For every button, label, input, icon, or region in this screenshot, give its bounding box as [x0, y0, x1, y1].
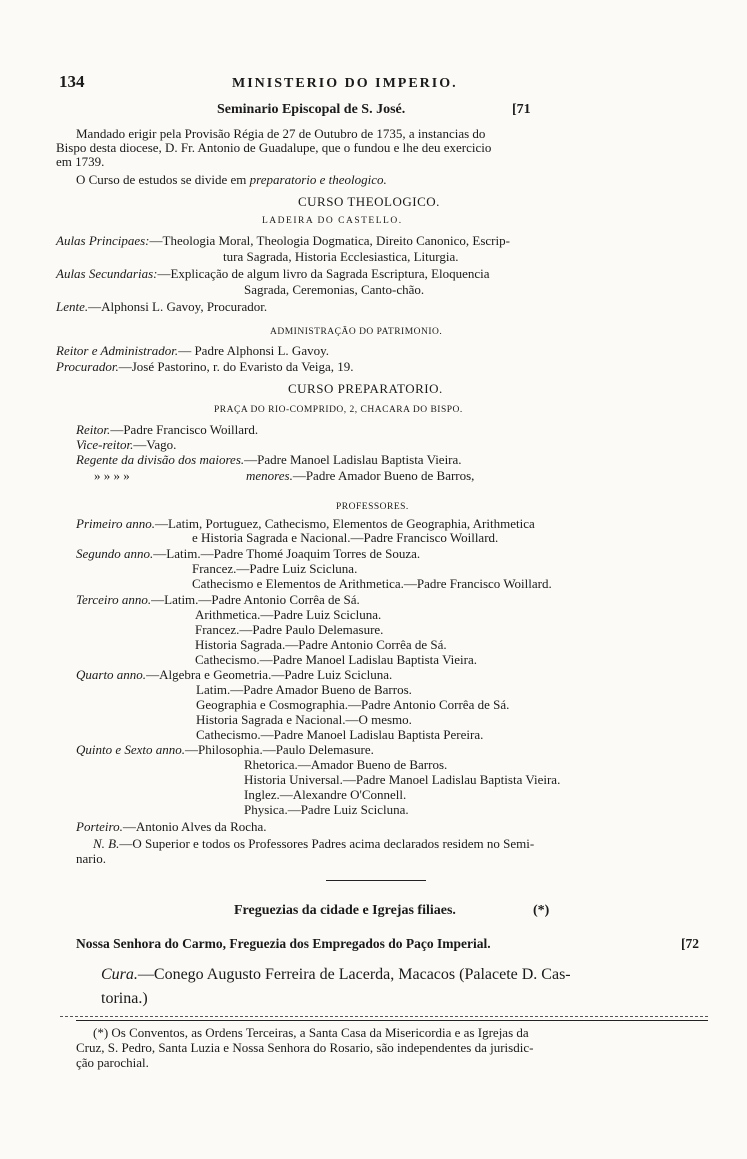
intro-line-2: Bispo desta diocese, D. Fr. Antonio de Guadalupe, que o fundou e lhe deu exercicio [56, 140, 492, 155]
running-title: MINISTERIO DO IMPERIO. [232, 76, 458, 91]
footnote-dotted-rule [60, 1016, 708, 1017]
year3-line-3: Francez.—Padre Paulo Delemasure. [195, 622, 384, 637]
year4-line-1: —Algebra e Geometria.—Padre Luiz Scicluna. [146, 667, 393, 682]
reitor-label: Reitor. [76, 422, 111, 437]
year2-row [76, 546, 420, 561]
porter-label: Porteiro. [76, 819, 123, 834]
year5-line-2: Rhetorica.—Amador Bueno de Barros. [244, 757, 448, 772]
footnote-line-1: (*) Os Conventos, as Ordens Terceiras, a Santa Casa da Misericordia e as Igrejas da [93, 1025, 529, 1040]
year3-row [76, 592, 360, 607]
procurador-row [56, 359, 354, 374]
preparatory-location: PRAÇA DO RIO-COMPRIDO, 2, CHACARA DO BISPO. [214, 405, 463, 415]
regent-minor-label: menores. [246, 468, 293, 483]
year5-line-3: Historia Universal.—Padre Manoel Ladislau Baptista Vieira. [244, 772, 561, 787]
year4-line-3: Geographia e Cosmographia.—Padre Antonio Corrêa de Sá. [196, 697, 510, 712]
regent-major-row [76, 452, 462, 467]
intro-line-3: em 1739. [56, 154, 105, 169]
page-number: 134 [59, 72, 85, 91]
regent-minor-row [246, 468, 474, 483]
preparatory-heading: CURSO PREPARATORIO. [288, 381, 443, 396]
cura-line-1: —Conego Augusto Ferreira de Lacerda, Macacos (Palacete D. Cas- [137, 966, 571, 983]
year1-line-2: e Historia Sagrada e Nacional.—Padre Francisco Woillard. [192, 530, 499, 545]
rector-value: — Padre Alphonsi L. Gavoy. [178, 343, 329, 358]
year4-row [76, 667, 392, 682]
year1-row [76, 516, 535, 531]
regent-major-label: Regente da divisão dos maiores. [76, 452, 245, 467]
nb-line-1: —O Superior e todos os Professores Padres acima declarados residem no Semi- [119, 836, 535, 851]
parishes-heading: Freguezias da cidade e Igrejas filiaes. [234, 903, 456, 918]
secondary-row [56, 266, 490, 281]
admin-heading: ADMINISTRAÇÃO DO PATRIMONIO. [270, 327, 443, 337]
porter-row [76, 819, 267, 834]
procurador-value: —José Pastorino, r. do Evaristo da Veiga, 19. [118, 359, 354, 374]
principal-row [56, 233, 510, 248]
course-division-italic: preparatorio e theologico. [249, 172, 387, 187]
parish-ref: [72 [681, 936, 699, 951]
year5-line-5: Physica.—Padre Luiz Scicluna. [244, 802, 409, 817]
vice-row [76, 437, 176, 452]
principal-label: Aulas Principaes: [56, 233, 150, 248]
year5-label: Quinto e Sexto anno. [76, 742, 186, 757]
vice-value: —Vago. [133, 437, 177, 452]
course-division-text: O Curso de estudos se divide em [76, 172, 250, 187]
parish-title: Nossa Senhora do Carmo, Freguezia dos Empregados do Paço Imperial. [76, 936, 491, 951]
intro-line-1: Mandado erigir pela Provisão Régia de 27 de Outubro de 1735, a instancias do [76, 126, 486, 141]
year2-line-1: —Latim.—Padre Thomé Joaquim Torres de Souza. [153, 546, 421, 561]
ditto-marks: » » » » [94, 468, 130, 483]
professors-heading: PROFESSORES. [336, 502, 409, 512]
section-divider [326, 880, 426, 881]
principal-line-1: —Theologia Moral, Theologia Dogmatica, Direito Canonico, Escrip- [149, 233, 510, 248]
year2-line-3: Cathecismo e Elementos de Arithmetica.—Padre Francisco Woillard. [192, 576, 552, 591]
year1-label: Primeiro anno. [76, 516, 155, 531]
nb-label: N. B. [93, 836, 120, 851]
year4-line-4: Historia Sagrada e Nacional.—O mesmo. [196, 712, 412, 727]
year2-line-2: Francez.—Padre Luiz Scicluna. [192, 561, 358, 576]
secondary-label: Aulas Secundarias: [56, 266, 158, 281]
year2-label: Segundo anno. [76, 546, 154, 561]
footnote-line-3: ção parochial. [76, 1055, 149, 1070]
seminary-title: Seminario Episcopal de S. José. [217, 102, 406, 117]
year5-line-4: Inglez.—Alexandre O'Connell. [244, 787, 407, 802]
year3-line-2: Arithmetica.—Padre Luiz Scicluna. [195, 607, 382, 622]
principal-line-2: tura Sagrada, Historia Ecclesiastica, Liturgia. [223, 249, 459, 264]
regent-major-value: —Padre Manoel Ladislau Baptista Vieira. [244, 452, 462, 467]
nb-row [93, 836, 534, 851]
seminary-ref: [71 [512, 102, 531, 117]
year5-line-1: —Philosophia.—Paulo Delemasure. [185, 742, 374, 757]
year1-line-1: —Latim, Portuguez, Cathecismo, Elementos de Geographia, Arithmetica [154, 516, 535, 531]
footnote-rule [76, 1020, 708, 1021]
lente-label: Lente. [56, 299, 89, 314]
footnote-line-2: Cruz, S. Pedro, Santa Luzia e Nossa Senhora do Rosario, são independentes da jurisdic- [76, 1040, 534, 1055]
year4-label: Quarto anno. [76, 667, 147, 682]
cura-row [101, 965, 571, 984]
theological-location: LADEIRA DO CASTELLO. [262, 216, 403, 226]
cura-label: Cura. [101, 966, 138, 983]
cura-line-2: torina.) [101, 990, 148, 1007]
procurador-label: Procurador. [56, 359, 119, 374]
secondary-line-1: —Explicação de algum livro da Sagrada Escriptura, Eloquencia [157, 266, 490, 281]
rector-label: Reitor e Administrador. [56, 343, 179, 358]
regent-minor-value: —Padre Amador Bueno de Barros, [292, 468, 475, 483]
year4-line-2: Latim.—Padre Amador Bueno de Barros. [196, 682, 412, 697]
porter-value: —Antonio Alves da Rocha. [122, 819, 267, 834]
year3-line-5: Cathecismo.—Padre Manoel Ladislau Baptista Vieira. [195, 652, 478, 667]
theological-heading: CURSO THEOLOGICO. [298, 194, 440, 209]
rector-row [56, 343, 329, 358]
secondary-line-2: Sagrada, Ceremonias, Canto-chão. [244, 282, 425, 297]
year3-label: Terceiro anno. [76, 592, 152, 607]
reitor-row [76, 422, 258, 437]
vice-label: Vice-reitor. [76, 437, 134, 452]
nb-line-2: nario. [76, 851, 106, 866]
course-division [76, 172, 387, 187]
year3-line-4: Historia Sagrada.—Padre Antonio Corrêa de Sá. [195, 637, 447, 652]
reitor-value: —Padre Francisco Woillard. [110, 422, 259, 437]
lente-value: —Alphonsi L. Gavoy, Procurador. [88, 299, 268, 314]
parishes-footnote-marker: (*) [533, 903, 550, 918]
year4-line-5: Cathecismo.—Padre Manoel Ladislau Baptista Pereira. [196, 727, 484, 742]
lente-row [56, 299, 267, 314]
year5-row [76, 742, 374, 757]
year3-line-1: —Latim.—Padre Antonio Corrêa de Sá. [151, 592, 360, 607]
